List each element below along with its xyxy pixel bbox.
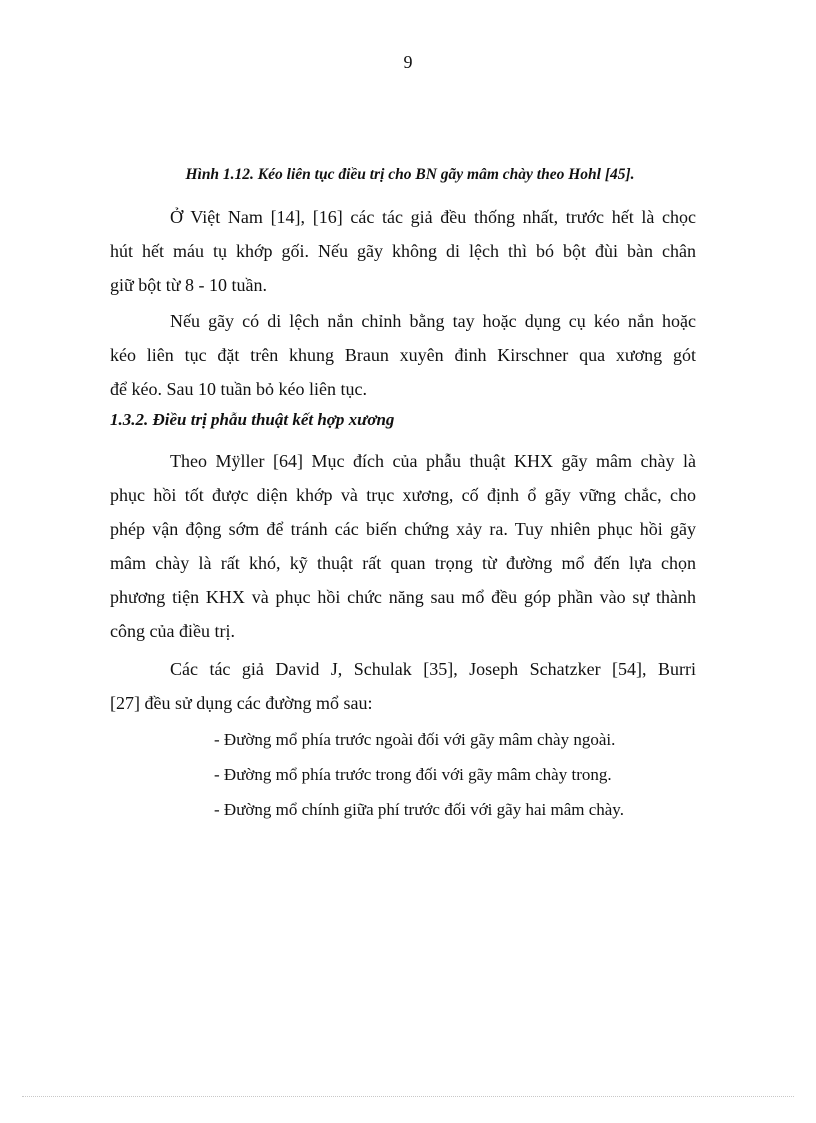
list-item: - Đường mổ phía trước trong đối với gãy mâm chày trong.: [214, 765, 612, 784]
paragraph-line: Ở Việt Nam [14], [16] các tác giả đều thống nhất, trước hết là chọc: [170, 207, 696, 227]
paragraph-line: phương tiện KHX và phục hồi chức năng sau mổ đều góp phần vào sự thành: [110, 587, 696, 607]
paragraph-1: [110, 200, 696, 302]
paragraph-line: hút hết máu tụ khớp gối. Nếu gãy không di lệch thì bó bột đùi bàn chân: [110, 241, 696, 261]
paragraph-4: [110, 652, 696, 720]
list-item: - Đường mổ chính giữa phí trước đối với gãy hai mâm chày.: [214, 800, 624, 819]
list-item: - Đường mổ phía trước ngoài đối với gãy mâm chày ngoài.: [214, 730, 616, 749]
paragraph-line: [27] đều sử dụng các đường mổ sau:: [110, 693, 373, 713]
paragraph-line: giữ bột từ 8 - 10 tuần.: [110, 275, 267, 295]
paragraph-2: [110, 304, 696, 406]
paragraph-3: [110, 444, 696, 648]
paragraph-line: Nếu gãy có di lệch nắn chỉnh bằng tay hoặc dụng cụ kéo nắn hoặc: [170, 311, 696, 331]
paragraph-line: công của điều trị.: [110, 621, 235, 641]
footer-divider: [22, 1096, 794, 1097]
paragraph-line: Các tác giả David J, Schulak [35], Joseph Schatzker [54], Burri: [170, 659, 696, 679]
paragraph-line: kéo liên tục đặt trên khung Braun xuyên đinh Kirschner qua xương gót: [110, 345, 696, 365]
paragraph-line: phục hồi tốt được diện khớp và trục xương, cố định ổ gãy vững chắc, cho: [110, 485, 696, 505]
paragraph-line: để kéo. Sau 10 tuần bỏ kéo liên tục.: [110, 379, 367, 399]
section-heading: 1.3.2. Điều trị phẫu thuật kết hợp xương: [110, 410, 395, 429]
surgical-approach-list: [214, 722, 624, 827]
paragraph-line: Theo Mÿller [64] Mục đích của phẫu thuật KHX gãy mâm chày là: [170, 451, 696, 471]
page-number: 9: [403, 52, 413, 72]
paragraph-line: phép vận động sớm để tránh các biến chứng xảy ra. Tuy nhiên phục hồi gãy: [110, 519, 696, 539]
paragraph-line: mâm chày là rất khó, kỹ thuật rất quan trọng từ đường mổ đến lựa chọn: [110, 553, 696, 573]
figure-caption: Hình 1.12. Kéo liên tục điều trị cho BN gãy mâm chày theo Hohl [45].: [185, 166, 635, 183]
